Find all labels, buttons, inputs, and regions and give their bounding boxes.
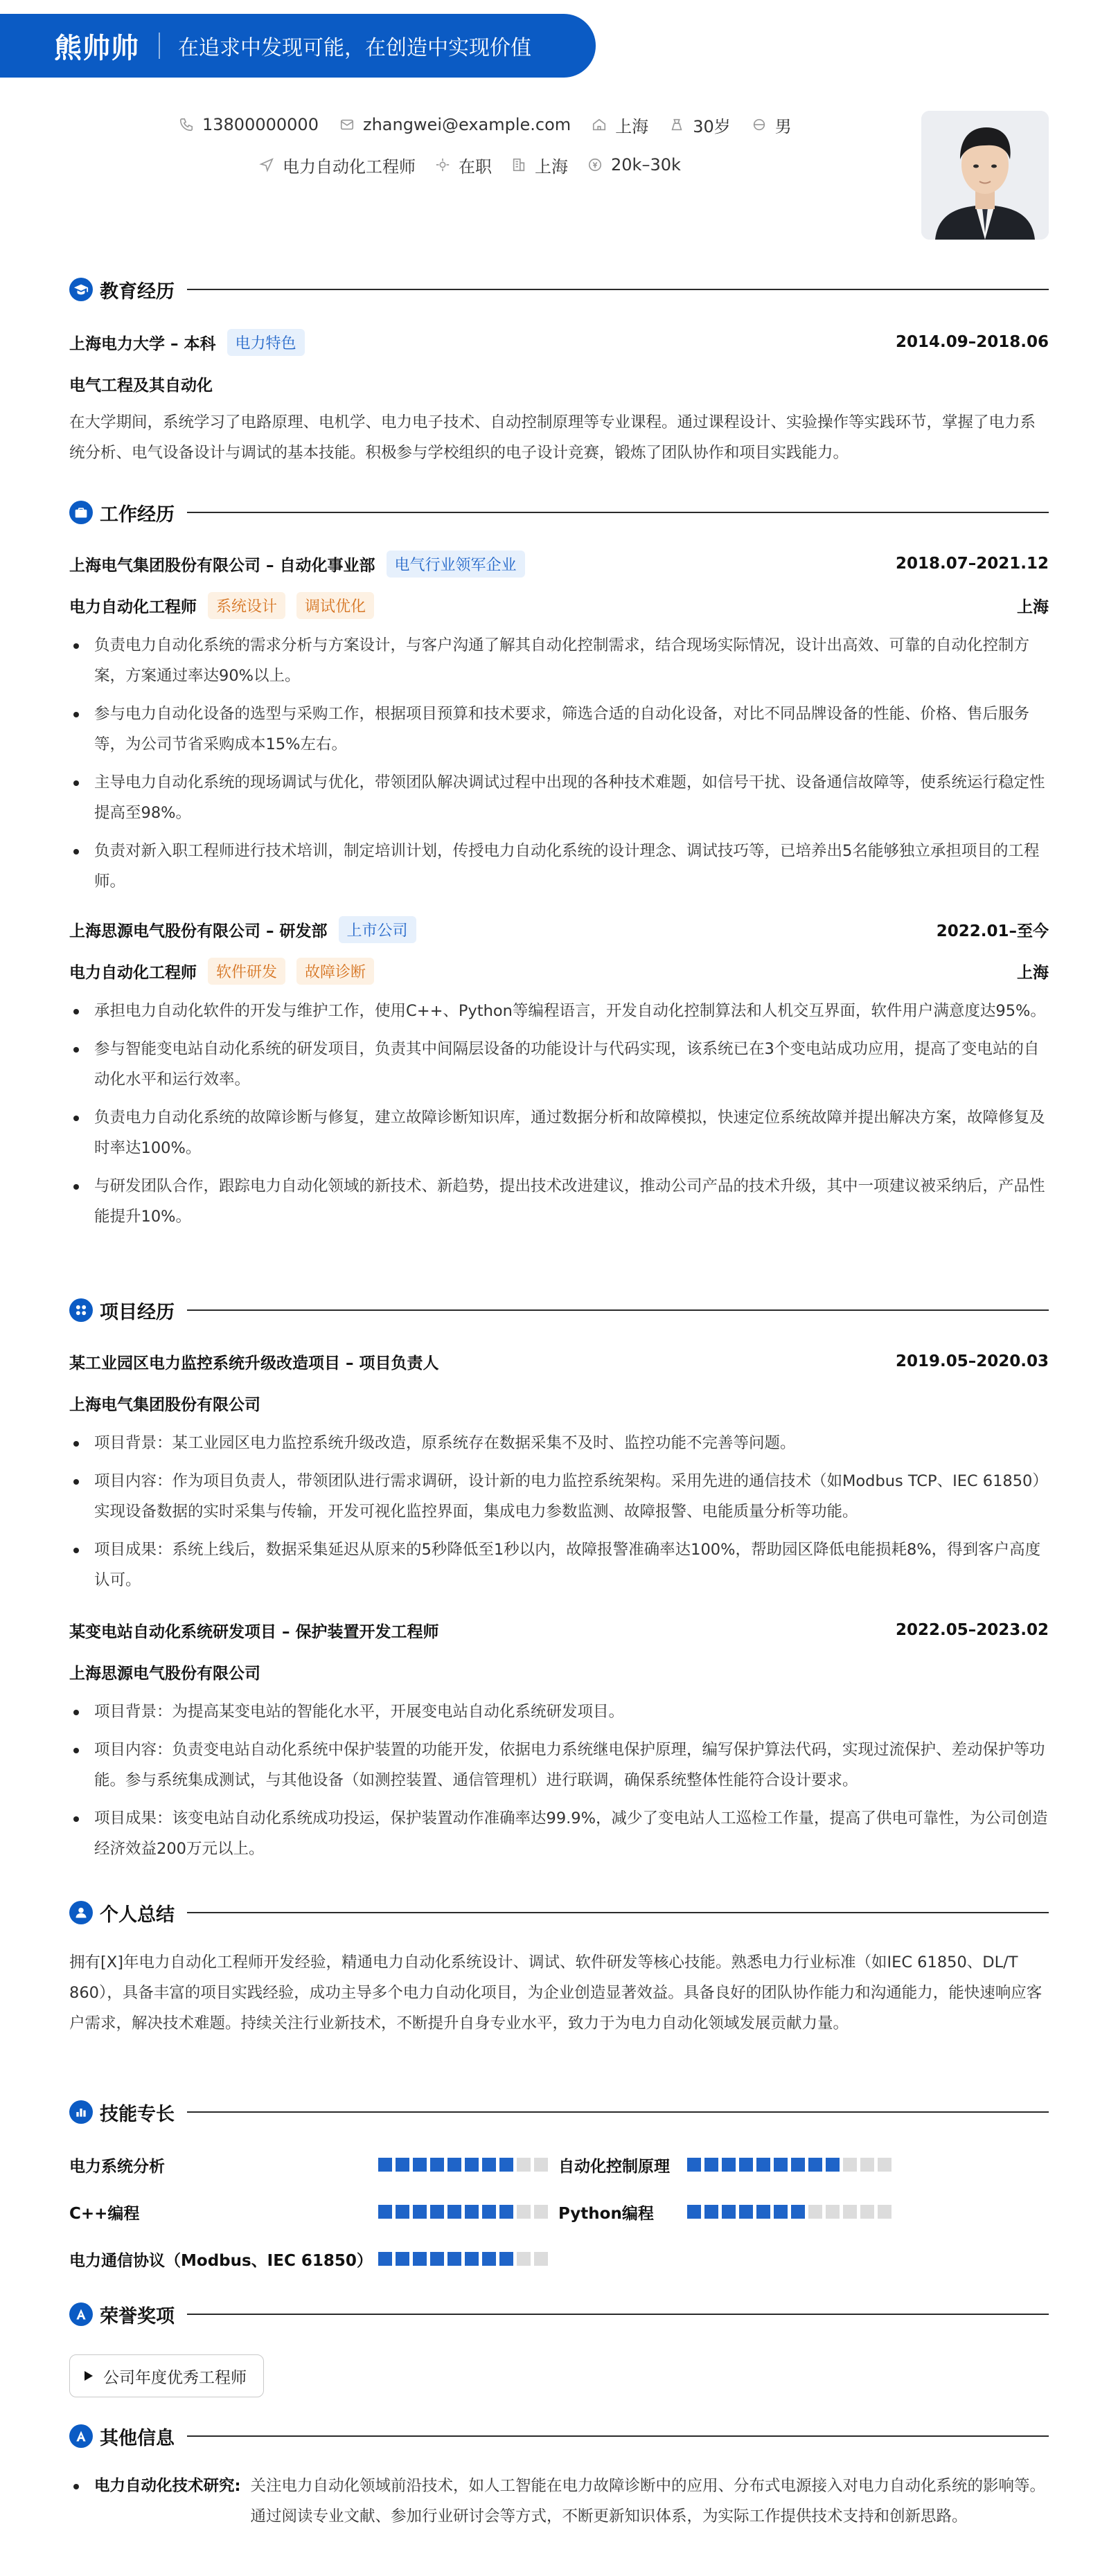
candidate-name: 熊帅帅 <box>54 32 139 64</box>
list-item <box>69 2471 1049 2532</box>
section-title: 工作经历 <box>100 503 175 526</box>
intent-status-text: 在职 <box>459 156 492 177</box>
list-item: 项目内容：负责变电站自动化系统中保护装置的功能开发，依据电力系统继电保护原理，编写保护算法代码，实现过流保护、差动保护等功能。参与系统集成测试，与其他设备（如测控装置、通信管理机）进行联调，确保系统整体性能符合设计要求。 <box>69 1735 1049 1796</box>
bar-chart-icon <box>69 2100 93 2124</box>
list-item: 参与智能变电站自动化系统的研发项目，负责其中间隔层设备的功能设计与代码实现，该系统已在3个变电站成功应用，提高了变电站的自动化水平和运行效率。 <box>69 1034 1049 1095</box>
home-icon <box>592 117 607 132</box>
skill-bar-empty <box>860 2158 874 2172</box>
project-org: 上海电气集团股份有限公司 <box>69 1395 260 1414</box>
contact-gender <box>752 113 792 137</box>
job-intent-row <box>259 151 702 179</box>
list-item: 承担电力自动化软件的开发与维护工作，使用C++、Python等编程语言，开发自动化控制算法和人机交互界面，软件用户满意度达95%。 <box>69 996 1049 1026</box>
skill-name: 电力通信协议（Modbus、IEC 61850） <box>69 2251 373 2270</box>
skill-tag: 调试优化 <box>296 592 374 619</box>
section-other <box>69 2422 1049 2450</box>
gender-icon <box>752 117 767 132</box>
skill-bar-filled <box>722 2158 736 2172</box>
skill-level-bar <box>378 2198 548 2226</box>
skill-tag: 系统设计 <box>208 592 285 619</box>
user-icon <box>69 1901 93 1924</box>
list-item: 负责电力自动化系统的需求分析与方案设计，与客户沟通了解其自动化控制需求，结合现场实际情况，设计出高效、可靠的自动化控制方案，方案通过率达90%以上。 <box>69 630 1049 691</box>
section-awards <box>69 2300 1049 2328</box>
skill-bar-filled <box>756 2158 770 2172</box>
skill-bar-filled <box>413 2158 427 2172</box>
section-divider <box>187 512 1049 513</box>
skill-bar-filled <box>465 2158 479 2172</box>
phone-text: 13800000000 <box>202 115 319 134</box>
skill-bar-empty <box>534 2252 548 2266</box>
skill-bar-filled <box>808 2158 822 2172</box>
skill-bar-filled <box>465 2205 479 2219</box>
section-divider <box>187 1309 1049 1311</box>
skill-bar-empty <box>843 2158 857 2172</box>
skill-bar-empty <box>826 2205 840 2219</box>
email-text: zhangwei@example.com <box>362 115 571 134</box>
section-title: 个人总结 <box>100 1904 175 1926</box>
header-divider <box>159 33 160 59</box>
section-skills <box>69 2098 1049 2126</box>
section-title: 技能专长 <box>100 2103 175 2125</box>
list-item: 项目成果：该变电站自动化系统成功投运，保护装置动作准确率达99.9%，减少了变电站人工巡检工作量，提高了供电可靠性，为公司创造经济效益200万元以上。 <box>69 1803 1049 1864</box>
skill-bar-filled <box>482 2252 496 2266</box>
skill-bar-filled <box>447 2158 461 2172</box>
intent-position-text: 电力自动化工程师 <box>283 156 416 177</box>
skill-bar-filled <box>413 2252 427 2266</box>
briefcase-icon <box>69 501 93 524</box>
education-school <box>69 328 305 356</box>
skill-level-bar <box>378 2151 548 2179</box>
skill-bar-filled <box>465 2252 479 2266</box>
work-duties <box>69 996 1049 1240</box>
summary-text: 拥有[X]年电力自动化工程师开发经验，精通电力自动化系统设计、调试、软件研发等核心技能。熟悉电力行业标准（如IEC 61850、DL/T 860），具备丰富的项目实践经验，成功主导多个电力自动化项目，为企业创造显著效益。具备良好的团队协作能力和沟通能力，能快速响应客户需求，解决技术难题。持续关注行业新技术，不断提升自身专业水平，致力于为电力自动化领域发展贡献力量。 <box>69 1953 1043 2032</box>
skill-bar-filled <box>482 2158 496 2172</box>
other-info-list <box>69 2471 1049 2539</box>
section-projects <box>69 1296 1049 1324</box>
intent-position <box>259 153 416 177</box>
skill-bar-empty <box>534 2158 548 2172</box>
education-description: 在大学期间，系统学习了电路原理、电机学、电力电子技术、自动控制原理等专业课程。通过课程设计、实验操作等实践环节，掌握了电力系统分析、电气设备设计与调试的基本技能。积极参与学校组织的电子设计竞赛，锻炼了团队协作和项目实践能力。 <box>69 413 1036 462</box>
phone-icon <box>179 117 194 132</box>
list-item: 负责电力自动化系统的故障诊断与修复，建立故障诊断知识库，通过数据分析和故障模拟，快速定位系统故障并提出解决方案，故障修复及时率达100%。 <box>69 1102 1049 1163</box>
section-divider <box>187 2314 1049 2315</box>
skill-bar-filled <box>687 2158 701 2172</box>
skill-bar-filled <box>499 2252 513 2266</box>
skill-bar-empty <box>843 2205 857 2219</box>
graduation-cap-icon <box>69 278 93 301</box>
project-title: 某变电站自动化系统研发项目 – 保护装置开发工程师 <box>69 1622 439 1641</box>
section-work <box>69 499 1049 526</box>
skill-bar-filled <box>704 2205 718 2219</box>
section-summary <box>69 1899 1049 1926</box>
age-icon <box>669 117 684 132</box>
skill-bar-filled <box>396 2205 409 2219</box>
work-role <box>69 591 374 619</box>
company-tag: 电气行业领军企业 <box>387 551 525 578</box>
section-divider <box>187 289 1049 290</box>
skill-bar-empty <box>878 2158 891 2172</box>
list-item: 负责对新入职工程师进行技术培训，制定培训计划，传授电力自动化系统的设计理念、调试技巧等，已培养出5名能够独立承担项目的工程师。 <box>69 836 1049 897</box>
skill-bar-empty <box>517 2205 531 2219</box>
age-text: 30岁 <box>693 116 731 136</box>
skill-name: C++编程 <box>69 2204 140 2223</box>
skill-bar-filled <box>499 2205 513 2219</box>
intent-salary <box>587 155 681 175</box>
skill-bar-filled <box>447 2252 461 2266</box>
list-item: 与研发团队合作，跟踪电力自动化领域的新技术、新趋势，提出技术改进建议，推动公司产品的技术升级，其中一项建议被采纳后，产品性能提升10%。 <box>69 1171 1049 1232</box>
award-name: 公司年度优秀工程师 <box>103 2368 247 2387</box>
contact-location <box>592 113 648 137</box>
skill-bar-filled <box>791 2205 805 2219</box>
candidate-motto: 在追求中发现可能，在创造中实现价值 <box>178 36 531 60</box>
skill-tag: 软件研发 <box>208 958 285 985</box>
award-icon <box>69 2302 93 2326</box>
contact-phone <box>179 115 319 134</box>
other-info-text: 关注电力自动化领域前沿技术，如人工智能在电力故障诊断中的应用、分布式电源接入对电力自动化系统的影响等。通过阅读专业文献、参加行业研讨会等方式，不断更新知识体系，为实际工作提供技术支持和创新思路。 <box>250 2477 1046 2525</box>
skill-bar-filled <box>722 2205 736 2219</box>
section-divider <box>187 2111 1049 2113</box>
list-item: 项目内容：作为项目负责人，带领团队进行需求调研，设计新的电力监控系统架构。采用先进的通信技术（如Modbus TCP、IEC 61850）实现设备数据的实时采集与传输，开发可视化监控界面，集成电力参数监测、故障报警、电能质量分析等功能。 <box>69 1466 1049 1527</box>
skill-bar-filled <box>756 2205 770 2219</box>
info-icon <box>69 2424 93 2448</box>
skill-bar-filled <box>499 2158 513 2172</box>
resume-header <box>0 14 596 78</box>
skill-bar-filled <box>739 2205 753 2219</box>
skill-bar-filled <box>739 2158 753 2172</box>
work-city: 上海 <box>1017 963 1049 982</box>
intent-city-text: 上海 <box>535 156 568 177</box>
work-company <box>69 550 525 578</box>
intent-salary-text: 20k–30k <box>611 155 681 175</box>
section-divider <box>187 2435 1049 2437</box>
skill-bar-empty <box>534 2205 548 2219</box>
skill-bar-empty <box>878 2205 891 2219</box>
other-info-label: 电力自动化技术研究: <box>94 2477 241 2495</box>
school-tag: 电力特色 <box>227 329 305 356</box>
skill-bar-filled <box>482 2205 496 2219</box>
skill-bar-filled <box>430 2158 444 2172</box>
intent-status <box>435 153 492 177</box>
company-name: 上海电气集团股份有限公司 – 自动化事业部 <box>69 556 375 575</box>
status-icon <box>435 157 450 172</box>
section-title: 项目经历 <box>100 1301 175 1323</box>
section-title: 教育经历 <box>100 280 175 303</box>
role-title: 电力自动化工程师 <box>69 598 197 616</box>
skill-level-bar <box>687 2151 891 2179</box>
skill-bar-filled <box>687 2205 701 2219</box>
play-icon <box>84 2370 94 2381</box>
company-tag: 上市公司 <box>339 916 416 943</box>
section-title: 其他信息 <box>100 2427 175 2449</box>
avatar <box>921 111 1049 240</box>
project-details <box>69 1697 1049 1872</box>
work-company <box>69 915 416 943</box>
skill-bar-empty <box>860 2205 874 2219</box>
project-date: 2019.05–2020.03 <box>895 1352 1049 1370</box>
section-education <box>69 276 1049 303</box>
skill-tag: 故障诊断 <box>296 958 374 985</box>
grid-icon <box>69 1298 93 1322</box>
skill-bar-empty <box>517 2158 531 2172</box>
section-divider <box>187 1912 1049 1913</box>
award-item <box>69 2354 264 2397</box>
intent-city <box>511 153 568 177</box>
project-title: 某工业园区电力监控系统升级改造项目 – 项目负责人 <box>69 1354 439 1372</box>
skill-level-bar <box>378 2245 548 2273</box>
skill-bar-filled <box>413 2205 427 2219</box>
skill-bar-filled <box>396 2252 409 2266</box>
skill-bar-empty <box>517 2252 531 2266</box>
company-name: 上海思源电气股份有限公司 – 研发部 <box>69 922 328 940</box>
skill-bar-filled <box>791 2158 805 2172</box>
building-icon <box>511 157 526 172</box>
role-title: 电力自动化工程师 <box>69 963 197 982</box>
school-name: 上海电力大学 – 本科 <box>69 334 216 353</box>
send-icon <box>259 157 274 172</box>
gender-text: 男 <box>774 116 792 136</box>
work-city: 上海 <box>1017 598 1049 616</box>
skill-bar-filled <box>430 2205 444 2219</box>
skill-name: 电力系统分析 <box>69 2157 165 2176</box>
skill-bar-filled <box>774 2205 788 2219</box>
location-text: 上海 <box>615 116 649 136</box>
contact-email <box>339 115 571 134</box>
education-major: 电气工程及其自动化 <box>69 376 213 395</box>
skill-bar-filled <box>447 2205 461 2219</box>
skill-name: Python编程 <box>558 2204 654 2223</box>
section-title: 荣誉奖项 <box>100 2305 175 2327</box>
contact-age <box>669 113 731 137</box>
skill-bar-filled <box>826 2158 840 2172</box>
skill-bar-filled <box>396 2158 409 2172</box>
contact-row <box>179 111 813 138</box>
salary-icon <box>587 157 603 172</box>
project-date: 2022.05–2023.02 <box>895 1621 1049 1639</box>
list-item: 项目背景：为提高某变电站的智能化水平，开展变电站自动化系统研发项目。 <box>69 1697 1049 1727</box>
work-date: 2018.07–2021.12 <box>895 555 1049 573</box>
list-item: 主导电力自动化系统的现场调试与优化，带领团队解决调试过程中出现的各种技术难题，如信号干扰、设备通信故障等，使系统运行稳定性提高至98%。 <box>69 767 1049 828</box>
list-item: 项目背景：某工业园区电力监控系统升级改造，原系统存在数据采集不及时、监控功能不完善等问题。 <box>69 1428 1049 1458</box>
work-role <box>69 957 374 985</box>
skill-bar-filled <box>704 2158 718 2172</box>
skill-bar-filled <box>378 2252 392 2266</box>
skill-bar-empty <box>808 2205 822 2219</box>
skill-bar-filled <box>774 2158 788 2172</box>
skill-level-bar <box>687 2198 891 2226</box>
email-icon <box>339 117 355 132</box>
skill-bar-filled <box>378 2158 392 2172</box>
skill-bar-filled <box>430 2252 444 2266</box>
work-date: 2022.01–至今 <box>936 922 1049 940</box>
profile-photo <box>921 111 1049 240</box>
project-org: 上海思源电气股份有限公司 <box>69 1664 260 1683</box>
list-item: 项目成果：系统上线后，数据采集延迟从原来的5秒降低至1秒以内，故障报警准确率达100%，帮助园区降低电能损耗8%，得到客户高度认可。 <box>69 1535 1049 1595</box>
list-item: 参与电力自动化设备的选型与采购工作，根据项目预算和技术要求，筛选合适的自动化设备，对比不同品牌设备的性能、价格、售后服务等，为公司节省采购成本15%左右。 <box>69 699 1049 760</box>
skill-bar-filled <box>378 2205 392 2219</box>
work-duties <box>69 630 1049 904</box>
skill-name: 自动化控制原理 <box>558 2157 670 2176</box>
project-details <box>69 1428 1049 1603</box>
education-date: 2014.09–2018.06 <box>895 333 1049 351</box>
